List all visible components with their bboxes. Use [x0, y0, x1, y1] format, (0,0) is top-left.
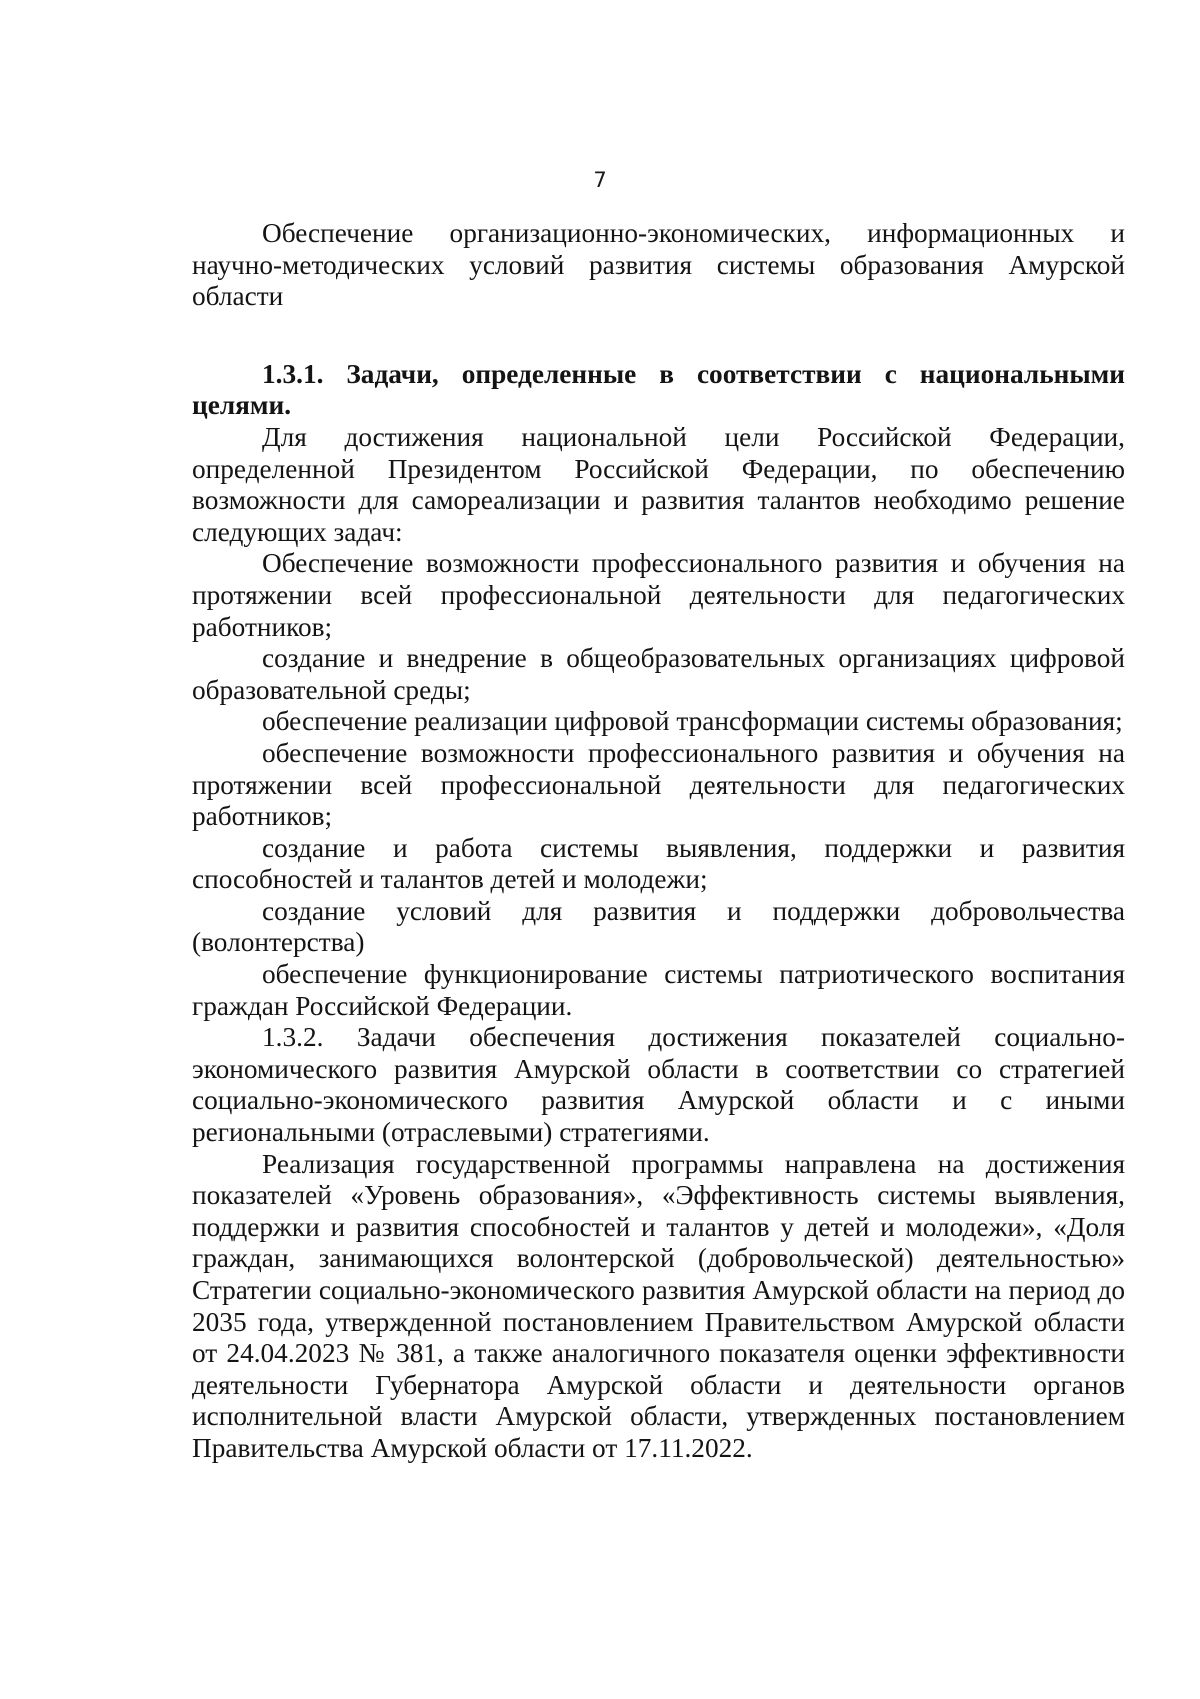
paragraph-task-digital-transformation: обеспечение реализации цифровой трансформации системы образования;	[262, 706, 1123, 737]
paragraph-task-talent-system: создание и работа системы выявления, поддержки и развития способностей и талантов детей и молодежи;	[192, 832, 1125, 895]
paragraph-task-volunteering: создание условий для развития и поддержки добровольчества (волонтерства)	[192, 895, 1125, 958]
page-number: 7	[593, 168, 607, 192]
paragraph-task-teacher-development-repeat: обеспечение возможности профессионального развития и обучения на протяжении всей профессиональной деятельности для педагогических работников;	[192, 737, 1125, 832]
document-body	[192, 218, 1125, 1465]
paragraph-task-patriotic-education: обеспечение функционирование системы патриотического воспитания граждан Российской Федерации.	[192, 959, 1125, 1021]
paragraph-national-goal: Для достижения национальной цели Российской Федерации, определенной Президентом Российской Федерации, по обеспечению возможности для самореализации и развития талантов необходимо решение следующих задач:	[192, 421, 1125, 547]
paragraph-task-digital-environment: создание и внедрение в общеобразовательных организациях цифровой образовательной среды;	[192, 643, 1125, 705]
paragraph-program-indicators: Реализация государственной программы направлена на достижения показателей «Уровень образования», «Эффективность системы выявления, поддержки и развития способностей и талантов у детей и молодежи», «Доля граждан, занимающихся волонтерской (добровольческой) деятельностью» Стратегии социально-экономического развития Амурской области на период до 2035 года, утвержденной постановлением Правительством Амурской области от 24.04.2023 № 381, а также аналогичного показателя оценки эффективности деятельности Губернатора Амурской области и деятельности органов исполнительной власти Амурской области, утвержденных постановлением Правительства Амурской области от 17.11.2022.	[192, 1148, 1125, 1463]
paragraph-task-teacher-development: Обеспечение возможности профессионального развития и обучения на протяжении всей профессиональной деятельности для педагогических работников;	[192, 548, 1125, 642]
paragraph-section-intro: Обеспечение организационно-экономических, информационных и научно-методических условий развития системы образования Амурской области	[192, 218, 1125, 312]
section-heading-1-3-1: 1.3.1. Задачи, определенные в соответствии с национальными целями.	[192, 358, 1125, 421]
paragraph-section-1-3-2: 1.3.2. Задачи обеспечения достижения показателей социально-экономического развития Амурской области в соответствии со стратегией социально-экономического развития Амурской области и с иными региональными (отраслевыми) стратегиями.	[192, 1022, 1125, 1148]
